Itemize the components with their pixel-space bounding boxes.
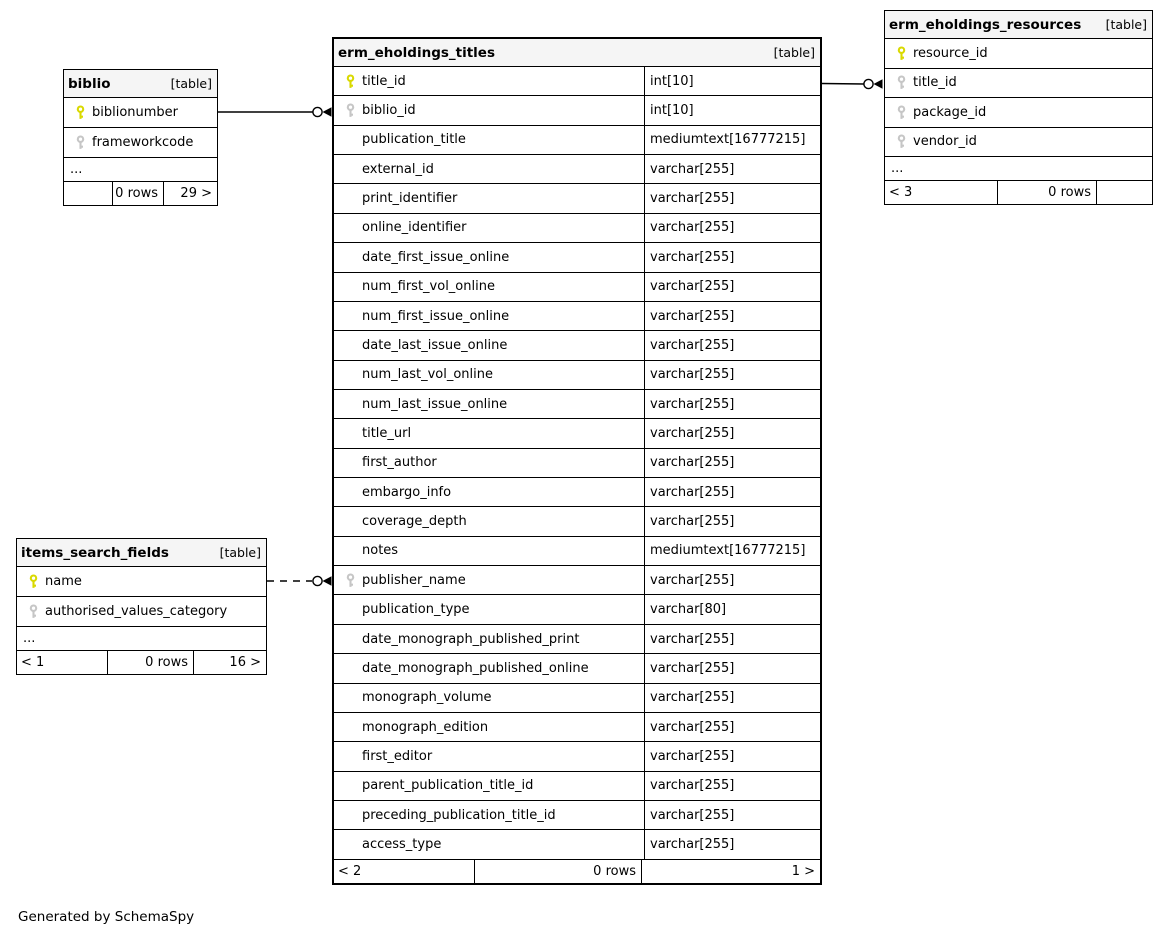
table-header[interactable]	[64, 70, 217, 98]
column-row-authorised_values_category	[17, 597, 266, 627]
column-name: monograph_volume	[362, 690, 492, 706]
column-name: preceding_publication_title_id	[362, 807, 556, 823]
column-row-resource_id	[885, 39, 1152, 69]
column-name: frameworkcode	[92, 135, 194, 150]
crowfoot-arrow-icon	[323, 107, 332, 116]
column-name: date_monograph_published_online	[362, 660, 589, 676]
footer-related-left: < 2	[338, 863, 362, 879]
column-type: varchar[255]	[644, 361, 820, 389]
column-row-title_url	[334, 419, 820, 448]
column-type: varchar[255]	[644, 243, 820, 271]
cardinality-circle-icon	[864, 79, 873, 88]
column-name-cell	[334, 126, 644, 154]
column-row-package_id	[885, 98, 1152, 128]
column-name: notes	[362, 543, 399, 559]
column-name-cell	[334, 507, 644, 535]
column-type: varchar[255]	[644, 214, 820, 242]
column-name: num_first_issue_online	[362, 308, 510, 324]
column-row-notes	[334, 537, 820, 566]
column-type: varchar[255]	[644, 772, 820, 800]
column-name-cell	[334, 96, 644, 124]
column-name-cell	[334, 654, 644, 682]
column-name-cell	[334, 390, 644, 418]
column-type: varchar[255]	[644, 654, 820, 682]
column-name: first_editor	[362, 748, 433, 764]
column-type: varchar[255]	[644, 742, 820, 770]
column-row-first_author	[334, 449, 820, 478]
column-name-cell	[334, 625, 644, 653]
foreign-key-icon	[889, 75, 913, 90]
column-row-embargo_info	[334, 478, 820, 507]
footer-row-count: 0 rows	[997, 181, 1096, 204]
column-name-cell	[334, 155, 644, 183]
column-type: varchar[255]	[644, 302, 820, 330]
column-row-title_id	[334, 67, 820, 96]
column-name: publication_title	[362, 132, 466, 148]
column-name-cell	[334, 361, 644, 389]
column-name: online_identifier	[362, 220, 467, 236]
column-row-title_id	[885, 69, 1152, 99]
relationship-titles-to-resources	[822, 79, 883, 88]
column-name: date_last_issue_online	[362, 337, 508, 353]
column-name: authorised_values_category	[45, 604, 228, 619]
column-type: varchar[255]	[644, 566, 820, 594]
primary-key-icon	[21, 574, 45, 589]
column-name-cell	[334, 537, 644, 565]
column-name-cell	[334, 331, 644, 359]
more-columns-ellipsis: ...	[17, 627, 266, 651]
column-row-publication_title	[334, 126, 820, 155]
column-row-biblio_id	[334, 96, 820, 125]
footer-related-right: 29 >	[163, 182, 217, 205]
column-name: num_last_vol_online	[362, 367, 494, 383]
more-columns-ellipsis: ...	[885, 157, 1152, 181]
column-name: access_type	[362, 837, 442, 853]
column-row-monograph_volume	[334, 684, 820, 713]
column-name: parent_publication_title_id	[362, 778, 534, 794]
column-type: mediumtext[16777215]	[644, 126, 820, 154]
table-header[interactable]	[334, 39, 820, 67]
cardinality-circle-icon	[313, 107, 322, 116]
column-name-cell	[334, 742, 644, 770]
generator-credit: Generated by SchemaSpy	[18, 909, 195, 925]
column-name: coverage_depth	[362, 514, 467, 530]
column-row-frameworkcode	[64, 128, 217, 158]
crowfoot-arrow-icon	[874, 79, 883, 88]
column-row-access_type	[334, 830, 820, 859]
column-row-external_id	[334, 155, 820, 184]
crowfoot-arrow-icon	[323, 576, 332, 585]
column-row-date_monograph_published_print	[334, 625, 820, 654]
column-name-cell	[334, 449, 644, 477]
column-row-date_first_issue_online	[334, 243, 820, 272]
column-name: embargo_info	[362, 484, 452, 500]
column-type: varchar[255]	[644, 830, 820, 858]
cardinality-circle-icon	[313, 576, 322, 585]
footer-row-count: 0 rows	[112, 182, 163, 205]
foreign-key-icon	[889, 105, 913, 120]
column-row-monograph_edition	[334, 713, 820, 742]
table-name[interactable]: items_search_fields	[21, 544, 169, 561]
column-name: title_id	[362, 73, 406, 89]
column-name-cell	[334, 830, 644, 858]
column-row-publisher_name	[334, 566, 820, 595]
foreign-key-icon	[338, 573, 362, 588]
table-footer	[334, 860, 820, 883]
column-name: external_id	[362, 161, 434, 177]
column-type: int[10]	[644, 67, 820, 95]
column-name: num_last_issue_online	[362, 396, 508, 412]
column-name-cell	[334, 302, 644, 330]
column-type: varchar[255]	[644, 273, 820, 301]
column-name-cell	[885, 39, 1152, 68]
column-name: title_id	[913, 75, 957, 91]
column-row-parent_publication_title_id	[334, 772, 820, 801]
table-name[interactable]: biblio	[68, 75, 111, 92]
column-row-print_identifier	[334, 184, 820, 213]
table-tag: [table]	[1105, 17, 1147, 32]
column-row-biblionumber	[64, 98, 217, 128]
relationship-line	[822, 84, 864, 85]
column-name: resource_id	[913, 45, 988, 61]
column-name-cell	[334, 595, 644, 623]
table-header[interactable]	[885, 11, 1152, 39]
column-type: varchar[255]	[644, 155, 820, 183]
column-name-cell	[17, 567, 266, 596]
table-name[interactable]: erm_eholdings_resources	[889, 16, 1082, 33]
column-type: varchar[255]	[644, 390, 820, 418]
column-row-date_last_issue_online	[334, 331, 820, 360]
column-row-name	[17, 567, 266, 597]
table-header[interactable]	[17, 539, 266, 567]
column-name-cell	[334, 419, 644, 447]
column-name-cell	[334, 566, 644, 594]
column-row-coverage_depth	[334, 507, 820, 536]
column-name: num_first_vol_online	[362, 279, 495, 295]
primary-key-icon	[338, 74, 362, 89]
column-name: monograph_edition	[362, 719, 489, 735]
column-name-cell	[334, 684, 644, 712]
column-name: title_url	[362, 425, 412, 441]
footer-related-right	[1096, 181, 1152, 204]
column-row-online_identifier	[334, 214, 820, 243]
table-tag: [table]	[170, 76, 212, 91]
column-name-cell	[334, 478, 644, 506]
column-name-cell	[334, 214, 644, 242]
footer-row-count: 0 rows	[107, 651, 193, 674]
table-node-items-search-fields[interactable]	[16, 538, 267, 675]
column-name-cell	[885, 128, 1152, 157]
column-name: biblionumber	[92, 105, 179, 120]
column-row-num_first_vol_online	[334, 273, 820, 302]
table-name[interactable]: erm_eholdings_titles	[338, 44, 496, 61]
column-name: date_monograph_published_print	[362, 631, 580, 647]
relationship-biblio-to-titles	[218, 107, 332, 116]
column-type: varchar[255]	[644, 449, 820, 477]
footer-related-right: 16 >	[193, 651, 266, 674]
table-tag: [table]	[773, 45, 815, 60]
table-footer	[885, 181, 1152, 204]
column-name-cell	[885, 69, 1152, 98]
column-name-cell	[17, 597, 266, 626]
column-name-cell	[334, 772, 644, 800]
column-type: varchar[255]	[644, 184, 820, 212]
column-name: publication_type	[362, 602, 470, 618]
column-row-first_editor	[334, 742, 820, 771]
column-name-cell	[334, 713, 644, 741]
footer-related-left	[64, 182, 112, 205]
column-name: first_author	[362, 455, 437, 471]
column-name: print_identifier	[362, 191, 458, 207]
column-type: varchar[255]	[644, 507, 820, 535]
column-name-cell	[64, 98, 217, 127]
table-footer	[17, 651, 266, 674]
column-row-vendor_id	[885, 128, 1152, 158]
column-name: name	[45, 574, 82, 589]
column-type: varchar[255]	[644, 331, 820, 359]
table-footer	[64, 182, 217, 205]
footer-related-left: < 3	[889, 185, 913, 200]
table-node-erm-eholdings-resources[interactable]	[884, 10, 1153, 205]
column-name: date_first_issue_online	[362, 249, 510, 265]
foreign-key-icon	[68, 135, 92, 150]
primary-key-icon	[68, 105, 92, 120]
column-name-cell	[64, 128, 217, 157]
column-row-num_last_vol_online	[334, 361, 820, 390]
relationship-items-to-titles-implied	[267, 576, 332, 585]
foreign-key-icon	[338, 103, 362, 118]
primary-key-icon	[889, 46, 913, 61]
more-columns-ellipsis: ...	[64, 158, 217, 182]
footer-related-left: < 1	[21, 655, 45, 670]
column-name: publisher_name	[362, 572, 466, 588]
foreign-key-icon	[21, 604, 45, 619]
table-node-erm-eholdings-titles[interactable]	[332, 37, 822, 885]
footer-row-count: 0 rows	[474, 860, 641, 883]
column-name: vendor_id	[913, 134, 977, 150]
column-type: varchar[255]	[644, 684, 820, 712]
column-type: varchar[255]	[644, 478, 820, 506]
table-node-biblio[interactable]	[63, 69, 218, 206]
column-type: varchar[255]	[644, 801, 820, 829]
table-tag: [table]	[219, 545, 261, 560]
column-row-publication_type	[334, 595, 820, 624]
footer-related-right: 1 >	[641, 860, 820, 883]
column-name-cell	[885, 98, 1152, 127]
foreign-key-icon	[889, 134, 913, 149]
column-type: varchar[255]	[644, 419, 820, 447]
column-name-cell	[334, 67, 644, 95]
column-type: varchar[80]	[644, 595, 820, 623]
column-name: package_id	[913, 104, 987, 120]
column-name-cell	[334, 801, 644, 829]
column-row-date_monograph_published_online	[334, 654, 820, 683]
column-row-num_last_issue_online	[334, 390, 820, 419]
column-name-cell	[334, 184, 644, 212]
column-row-preceding_publication_title_id	[334, 801, 820, 830]
column-type: int[10]	[644, 96, 820, 124]
column-type: varchar[255]	[644, 625, 820, 653]
column-type: mediumtext[16777215]	[644, 537, 820, 565]
column-name-cell	[334, 273, 644, 301]
column-type: varchar[255]	[644, 713, 820, 741]
column-name-cell	[334, 243, 644, 271]
column-row-num_first_issue_online	[334, 302, 820, 331]
column-name: biblio_id	[362, 103, 416, 119]
